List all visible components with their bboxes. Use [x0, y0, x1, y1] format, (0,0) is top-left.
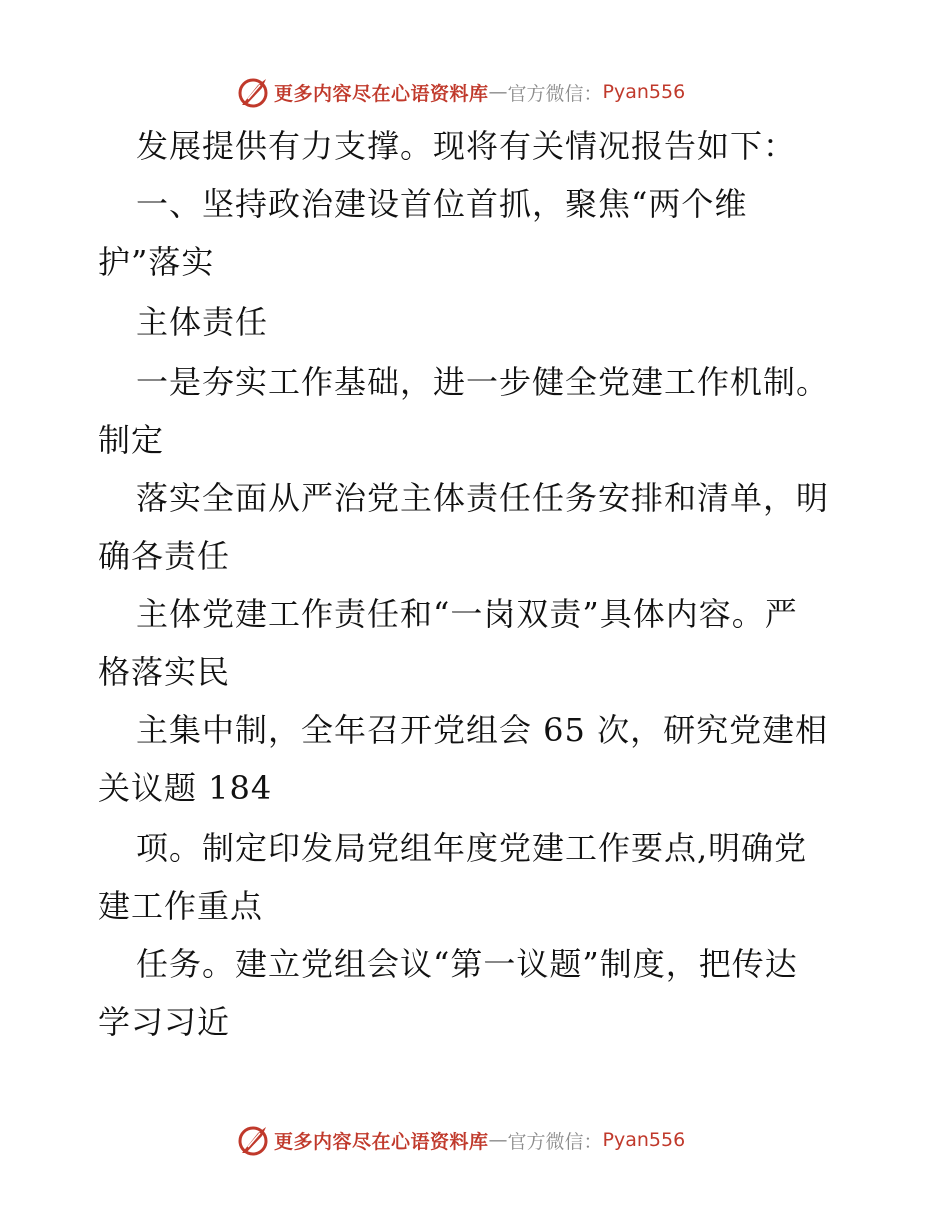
quill-pen-logo-icon	[236, 1123, 270, 1157]
watermark-brand-text: 更多内容尽在心语资料库	[274, 82, 489, 105]
text-line: 制定	[98, 421, 165, 459]
watermark-official-text: 官方微信：	[507, 1130, 603, 1153]
footer-watermark	[236, 1122, 685, 1158]
quill-pen-logo-icon	[236, 75, 270, 109]
text-line: 确各责任	[98, 537, 231, 575]
watermark-wechat-id: Pyan556	[602, 81, 686, 103]
text-line: 一、坚持政治建设首位首抓，聚焦“两个维	[136, 185, 748, 223]
header-watermark	[236, 74, 685, 110]
watermark-wechat-id: Pyan556	[602, 1129, 686, 1151]
text-line: 学习习近	[98, 1003, 231, 1041]
text-line: 主集中制，全年召开党组会 65 次，研究党建相	[136, 711, 829, 749]
text-line: 主体责任	[136, 303, 269, 341]
text-line: 落实全面从严治党主体责任任务安排和清单，明	[136, 479, 830, 517]
text-line: 建工作重点	[98, 887, 264, 925]
text-line: 关议题 184	[98, 769, 273, 807]
watermark-brand-text: 更多内容尽在心语资料库	[274, 1130, 489, 1153]
text-line: 一是夯实工作基础，进一步健全党建工作机制。	[136, 363, 830, 401]
text-line: 主体党建工作责任和“一岗双责”具体内容。严	[136, 595, 798, 633]
text-line: 任务。建立党组会议“第一议题”制度，把传达	[136, 945, 798, 983]
watermark-official-text: 官方微信：	[507, 82, 603, 105]
text-line: 项。制定印发局党组年度党建工作要点,明确党	[136, 829, 808, 867]
text-line: 发展提供有力支撑。现将有关情况报告如下：	[136, 127, 797, 165]
watermark-separator: —	[488, 1129, 508, 1151]
text-line: 护”落实	[98, 243, 215, 281]
watermark-separator: —	[488, 81, 508, 103]
text-line: 格落实民	[98, 653, 231, 691]
